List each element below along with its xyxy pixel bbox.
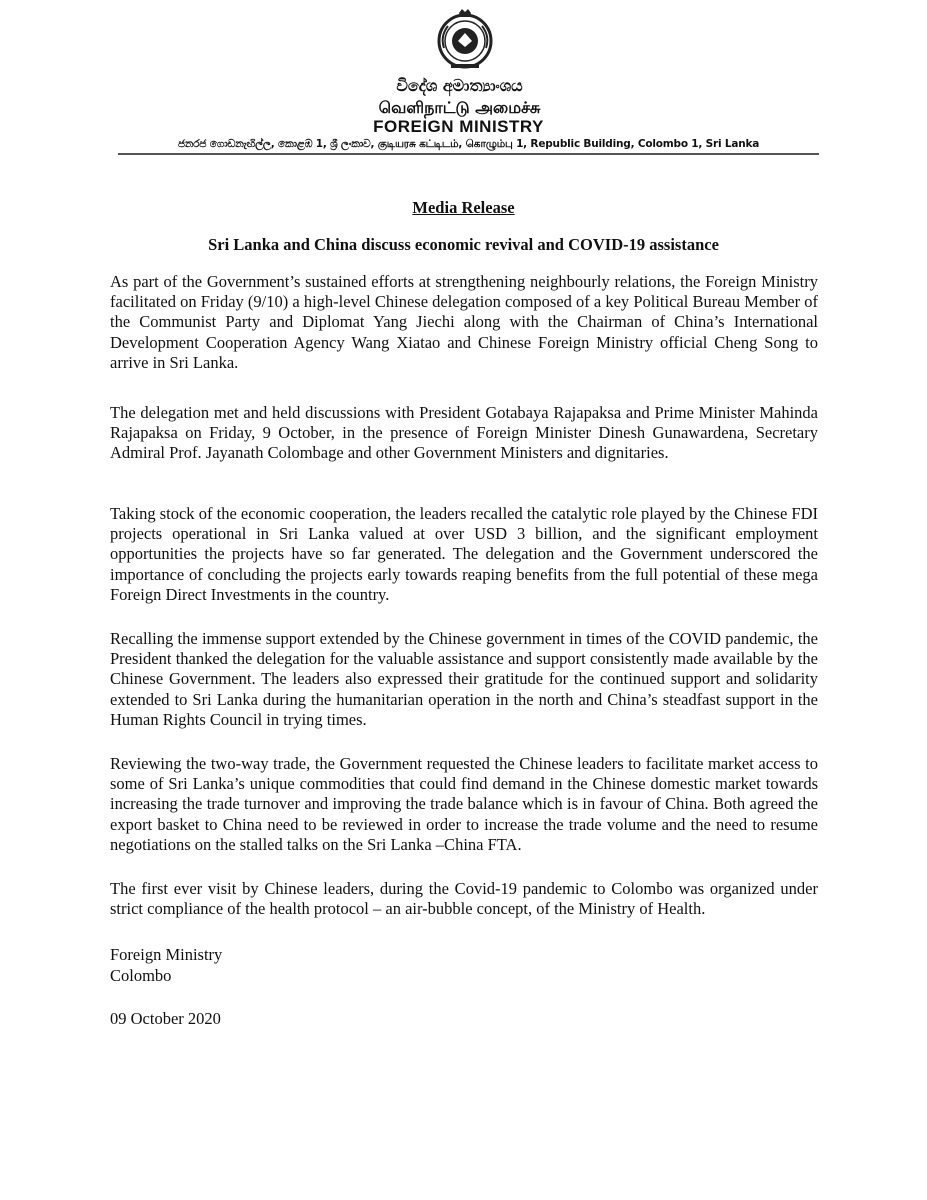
paragraph-4: Recalling the immense support extended by the Chinese government in times of the COVID pandemic, the President thanked the delegation for the valuable assistance and support consistently made available by the Chinese Government. The leaders also expressed their gratitude for the continued support and solidarity extended to Sri Lanka during the humanitarian operation in the north and China’s steadfast support in the Human Rights Council in trying times.: [110, 629, 818, 729]
signature-organization: Foreign Ministry: [110, 945, 223, 964]
signature-place: Colombo: [110, 966, 172, 985]
media-release-label: Media Release: [412, 198, 515, 217]
paragraph-5: Reviewing the two-way trade, the Government requested the Chinese leaders to facilitate market access to some of Sri Lanka’s unique commodities that could find demand in the Chinese domestic market towards increasing the trade turnover and improving the trade balance which is in favour of China. Both agreed the export basket to China need to be reviewed in order to increase the trade volume and the need to resume negotiations on the stalled talks on the Sri Lanka –China FTA.: [110, 754, 818, 854]
letterhead: [0, 0, 927, 165]
paragraph-2: The delegation met and held discussions with President Gotabaya Rajapaksa and Prime Minister Mahinda Rajapaksa on Friday, 9 October, in the presence of Foreign Minister Dinesh Gunawardena, Secretary Admiral Prof. Jayanath Colombage and other Government Ministers and dignitaries.: [110, 403, 818, 463]
paragraph-6: The first ever visit by Chinese leaders, during the Covid-19 pandemic to Colombo was organized under strict compliance of the health protocol – an air-bubble concept, of the Ministry of Health.: [110, 879, 818, 919]
ministry-name-english: FOREIGN MINISTRY: [373, 117, 544, 136]
ministry-name-tamil: வெளிநாட்டு அமைச்சு: [378, 98, 541, 117]
header-divider: [118, 153, 819, 155]
release-date: 09 October 2020: [110, 1009, 221, 1028]
ministry-name-sinhala: විදේශ අමාත්‍යාංශය: [396, 76, 523, 95]
ministry-address: ජනරජ ගොඩනැඟිල්ල, කොළඹ 1, ශ්‍රී ලංකාව, குடியரசு கட்டிடம், கொழும்பு 1, Republic Building, Colombo 1, Sri Lanka: [178, 138, 760, 150]
release-title: Sri Lanka and China discuss economic revival and COVID-19 assistance: [208, 235, 719, 254]
paragraph-3: Taking stock of the economic cooperation, the leaders recalled the catalytic role played by the Chinese FDI projects operational in Sri Lanka valued at over USD 3 billion, and the significant employment opportunities the projects have so far generated. The delegation and the Government underscored the importance of concluding the projects early towards reaping benefits from the full potential of these mega Foreign Direct Investments in the country.: [110, 504, 818, 604]
sri-lanka-emblem-icon: [436, 8, 494, 70]
paragraph-1: As part of the Government’s sustained efforts at strengthening neighbourly relations, the Foreign Ministry facilitated on Friday (9/10) a high-level Chinese delegation composed of a key Political Bureau Member of the Communist Party and Diplomat Yang Jiechi along with the Chairman of China’s International Development Cooperation Agency Wang Xiatao and Chinese Foreign Ministry official Cheng Song to arrive in Sri Lanka.: [110, 272, 818, 372]
